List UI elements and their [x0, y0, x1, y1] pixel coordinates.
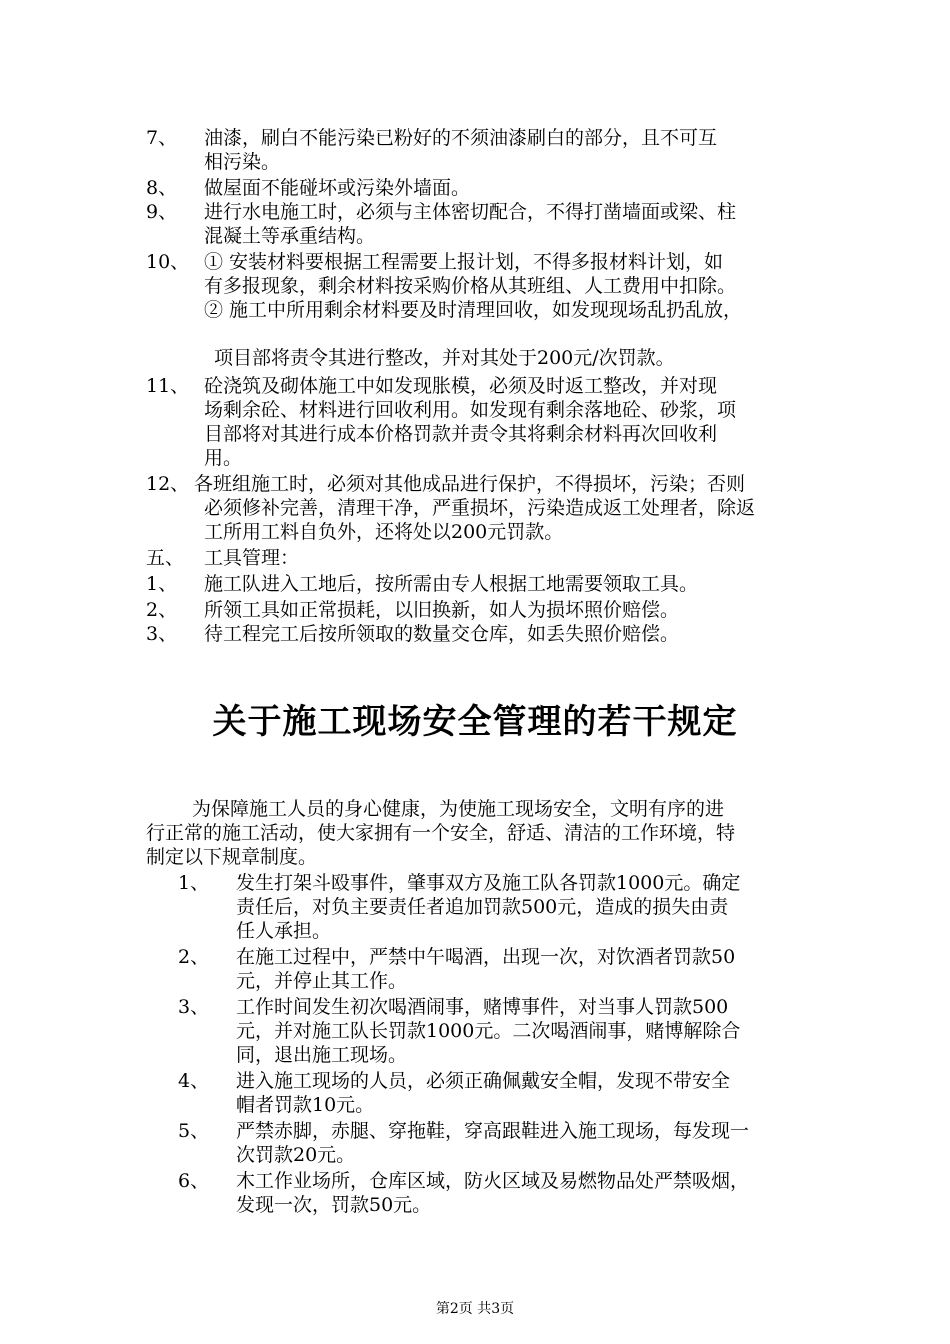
list-item-continuation — [0, 150, 950, 174]
rule-continuation — [0, 1193, 950, 1217]
list-item — [0, 598, 950, 622]
list-item — [0, 250, 950, 274]
item-text: 项目部将责令其进行整改，并对其处于200元/次罚款。 — [214, 347, 675, 369]
item-text: 用。 — [204, 447, 243, 469]
item-text: 目部将对其进行成本价格罚款并责令其将剩余材料再次回收利 — [204, 423, 718, 445]
item-text: 各班组施工时，必须对其他成品进行保护，不得损坏，污染；否则 — [194, 473, 746, 495]
rule-number: 2、 — [178, 946, 210, 968]
intro-text: 制定以下规章制度。 — [146, 846, 318, 868]
item-text: 待工程完工后按所领取的数量交仓库，如丢失照价赔偿。 — [204, 623, 680, 645]
list-item-continuation — [0, 274, 950, 298]
rule-text: 发生打架斗殴事件，肇事双方及施工队各罚款1000元。确定 — [236, 872, 741, 894]
item-number: 10、 — [146, 251, 190, 273]
list-item — [0, 200, 950, 224]
rule-continuation — [0, 969, 950, 993]
rule-number: 5、 — [178, 1120, 210, 1142]
rule-text: 严禁赤脚，赤腿、穿拖鞋，穿高跟鞋进入施工现场，每发现一 — [236, 1120, 750, 1142]
list-item-continuation — [0, 446, 950, 470]
section-number: 五、 — [146, 547, 185, 569]
rule-item — [0, 1169, 950, 1193]
rule-continuation — [0, 895, 950, 919]
list-item-continuation — [0, 520, 950, 544]
item-text: 有多报现象，剩余材料按采购价格从其班组、人工费用中扣除。 — [204, 275, 737, 297]
item-number: 7、 — [146, 127, 178, 149]
rule-continuation — [0, 919, 950, 943]
item-number: 3、 — [146, 623, 178, 645]
rule-item — [0, 1119, 950, 1143]
rule-text: 工作时间发生初次喝酒闹事，赌博事件，对当事人罚款500 — [236, 996, 729, 1018]
item-number: 8、 — [146, 177, 178, 199]
item-text: 混凝土等承重结构。 — [204, 225, 376, 247]
item-number: 2、 — [146, 599, 178, 621]
list-item — [0, 622, 950, 646]
item-text: 做屋面不能碰坏或污染外墙面。 — [204, 177, 471, 199]
rule-item — [0, 945, 950, 969]
rule-text: 在施工过程中，严禁中午喝酒，出现一次，对饮酒者罚款50 — [236, 946, 736, 968]
rule-text: 任人承担。 — [236, 920, 332, 942]
rule-text: 责任后，对负主要责任者追加罚款500元，造成的损失由责 — [236, 896, 729, 918]
list-item — [0, 374, 950, 398]
rule-continuation — [0, 1043, 950, 1067]
list-item — [0, 126, 950, 150]
item-text: ① 安装材料要根据工程需要上报计划，不得多报材料计划，如 — [204, 251, 724, 273]
rule-text: 发现一次，罚款50元。 — [236, 1194, 432, 1216]
rule-item — [0, 871, 950, 895]
section-heading — [0, 546, 950, 570]
rule-item — [0, 1069, 950, 1093]
item-text: 进行水电施工时，必须与主体密切配合，不得打凿墙面或梁、柱 — [204, 201, 737, 223]
item-text: 油漆，刷白不能污染已粉好的不须油漆刷白的部分，且不可互 — [204, 127, 718, 149]
intro-text: 行正常的施工活动，使大家拥有一个安全，舒适、清洁的工作环境，特 — [146, 822, 736, 844]
rule-text: 元，并停止其工作。 — [236, 970, 408, 992]
intro-line — [0, 845, 950, 869]
list-item-continuation — [0, 398, 950, 422]
rule-text: 元，并对施工队长罚款1000元。二次喝酒闹事，赌博解除合 — [236, 1020, 741, 1042]
rule-item — [0, 995, 950, 1019]
intro-text: 为保障施工人员的身心健康，为使施工现场安全，文明有序的进 — [192, 798, 725, 820]
item-text: 施工队进入工地后，按所需由专人根据工地需要领取工具。 — [204, 573, 699, 595]
rule-number: 1、 — [178, 872, 210, 894]
list-item-continuation — [0, 422, 950, 446]
item-text: ② 施工中所用剩余材料要及时清理回收，如发现现场乱扔乱放， — [204, 299, 743, 321]
item-number: 9、 — [146, 201, 178, 223]
item-text: 工所用工料自负外，还将处以200元罚款。 — [204, 521, 564, 543]
list-item-continuation — [0, 346, 950, 370]
list-item — [0, 176, 950, 200]
page-footer: 第2页 共3页 — [435, 1301, 515, 1317]
section-title: 工具管理： — [204, 547, 300, 569]
rule-text: 同，退出施工现场。 — [236, 1044, 408, 1066]
rule-continuation — [0, 1019, 950, 1043]
rule-continuation — [0, 1143, 950, 1167]
item-text: 场剩余砼、材料进行回收利用。如发现有剩余落地砼、砂浆，项 — [204, 399, 737, 421]
rule-text: 进入施工现场的人员，必须正确佩戴安全帽，发现不带安全 — [236, 1070, 731, 1092]
item-text: 相污染。 — [204, 151, 281, 173]
list-item-continuation — [0, 224, 950, 248]
list-item — [0, 472, 950, 496]
rule-continuation — [0, 1093, 950, 1117]
list-item — [0, 572, 950, 596]
list-item-continuation — [0, 298, 950, 322]
item-number: 1、 — [146, 573, 178, 595]
item-number: 11、 — [146, 375, 190, 397]
rule-text: 帽者罚款10元。 — [236, 1094, 375, 1116]
list-item-continuation — [0, 496, 950, 520]
item-number: 12、 — [146, 473, 190, 495]
item-text: 必须修补完善，清理干净，严重损坏，污染造成返工处理者，除返 — [204, 497, 756, 519]
rule-number: 4、 — [178, 1070, 210, 1092]
rule-text: 木工作业场所，仓库区域，防火区域及易燃物品处严禁吸烟， — [236, 1170, 750, 1192]
item-text: 所领工具如正常损耗，以旧换新，如人为损坏照价赔偿。 — [204, 599, 680, 621]
item-text: 砼浇筑及砌体施工中如发现胀模，必须及时返工整改，并对现 — [204, 375, 718, 397]
intro-line — [0, 821, 950, 845]
rule-number: 3、 — [178, 996, 210, 1018]
intro-line — [0, 797, 950, 821]
rule-text: 次罚款20元。 — [236, 1144, 356, 1166]
rule-number: 6、 — [178, 1170, 210, 1192]
page-title: 关于施工现场安全管理的若干规定 — [212, 702, 738, 742]
